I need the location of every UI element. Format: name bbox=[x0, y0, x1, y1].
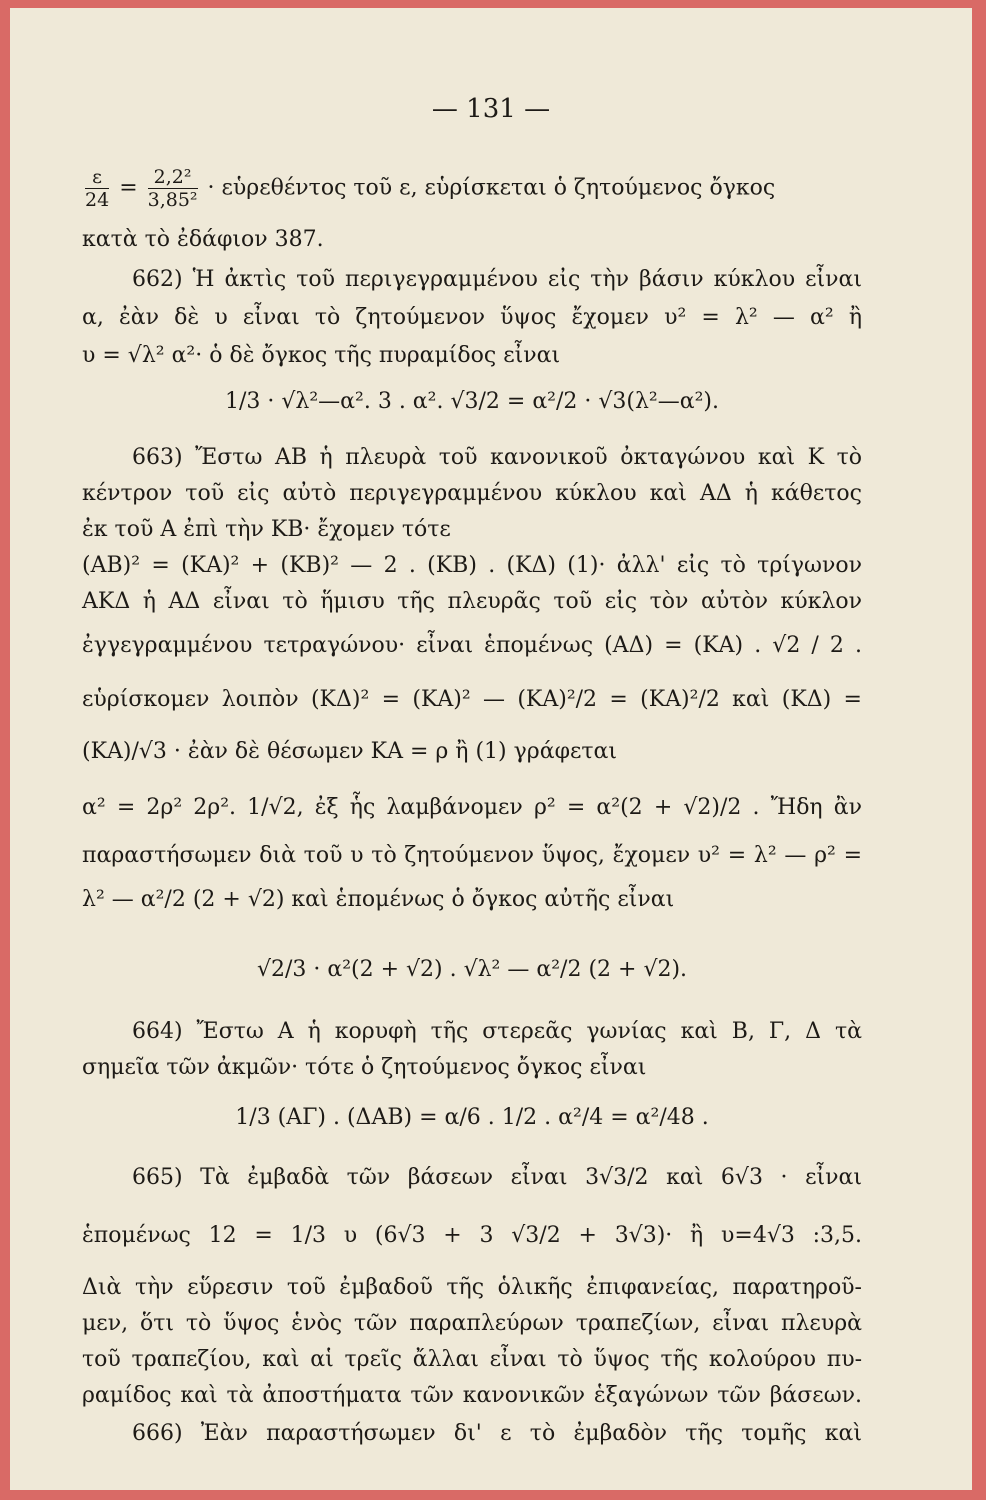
text-line-4: α, ἐὰν δὲ υ εἶναι τὸ ζητούμενον ὕψος ἔχομεν υ² = λ² — α² ἢ bbox=[82, 305, 862, 330]
text-line-5: υ = √λ² α²· ὁ δὲ ὄγκος τῆς πυραμίδος εἶναι bbox=[82, 343, 561, 368]
text-line-17: 664) Ἔστω Α ἡ κορυφὴ τῆς στερεᾶς γωνίας καὶ Β, Γ, Δ τὰ bbox=[132, 1019, 862, 1044]
text-line-1: $\frac{\varepsilon}{24}$ = $\frac{\text{2,2²}}{\text{3,85²}}$ · εὑρεθέντος τοῦ ε, εὑρίσκεται ὁ ζητούμενος ὄγκος bbox=[85, 166, 776, 211]
text-line-8: ἐκ τοῦ Α ἐπὶ τὴν ΚΒ· ἔχομεν τότε bbox=[82, 517, 451, 542]
text-line-16: λ² — α²/2 (2 + √2) καὶ ἑπομένως ὁ ὄγκος αὐτῆς εἶναι bbox=[82, 887, 675, 912]
text-line-10: ΑΚΔ ἡ ΑΔ εἶναι τὸ ἥμισυ τῆς πλευρᾶς τοῦ εἰς τὸν αὐτὸν κύκλον bbox=[82, 589, 862, 614]
text-line-14: α² = 2ρ² 2ρ². 1/√2, ἐξ ἧς λαμβάνομεν ρ² = α²(2 + √2)/2 . Ἤδη ἂν bbox=[82, 795, 862, 820]
text-line-11: ἐγγεγραμμένου τετραγώνου· εἶναι ἑπομένως (ΑΔ) = (ΚΑ) . √2 / 2 . bbox=[82, 633, 862, 658]
text-line-21: Διὰ τὴν εὕρεσιν τοῦ ἐμβαδοῦ τῆς ὁλικῆς ἐπιφανείας, παρατηροῦ- bbox=[82, 1275, 862, 1300]
text-line-9: (ΑΒ)² = (ΚΑ)² + (ΚΒ)² — 2 . (ΚΒ) . (ΚΔ) (1)· ἀλλ' εἰς τὸ τρίγωνον bbox=[82, 553, 862, 578]
text-line-15: παραστήσωμεν διὰ τοῦ υ τὸ ζητούμενον ὕψος, ἔχομεν υ² = λ² — ρ² = bbox=[82, 843, 862, 868]
text-line-3: 662) Ἡ ἀκτὶς τοῦ περιγεγραμμένου εἰς τὴν βάσιν κύκλου εἶναι bbox=[132, 267, 862, 292]
text-line-13: (ΚΑ)/√3 · ἐὰν δὲ θέσωμεν ΚΑ = ρ ἢ (1) γράφεται bbox=[82, 739, 618, 764]
text-line-20: ἑπομένως 12 = 1/3 υ (6√3 + 3 √3/2 + 3√3)· ἢ υ=4√3 :3,5. bbox=[82, 1223, 862, 1248]
page-number: — 131 — bbox=[431, 94, 551, 124]
text-line-18: σημεῖα τῶν ἀκμῶν· τότε ὁ ζητούμενος ὄγκος εἶναι bbox=[82, 1055, 647, 1080]
formula-line-1: 1/3 · √λ²—α². 3 . α². √3/2 = α²/2 · √3(λ²—α²). bbox=[225, 389, 719, 414]
text-line-24: ραμίδος καὶ τὰ ἀποστήματα τῶν κανονικῶν ἑξαγώνων τῶν βάσεων. bbox=[82, 1383, 862, 1408]
text-line-6: 663) Ἔστω ΑΒ ἡ πλευρὰ τοῦ κανονικοῦ ὀκταγώνου καὶ Κ τὸ bbox=[132, 445, 862, 470]
text-line-19: 665) Τὰ ἐμβαδὰ τῶν βάσεων εἶναι 3√3/2 καὶ 6√3 · εἶναι bbox=[132, 1165, 862, 1190]
text-line-12: εὑρίσκομεν λοιπὸν (ΚΔ)² = (ΚΑ)² — (ΚΑ)²/2 = (ΚΑ)²/2 καὶ (ΚΔ) = bbox=[82, 687, 862, 712]
book-page bbox=[10, 8, 972, 1490]
text-line-7: κέντρον τοῦ εἰς αὐτὸ περιγεγραμμένου κύκλου καὶ ΑΔ ἡ κάθετος bbox=[82, 481, 862, 506]
text-line-23: τοῦ τραπεζίου, καὶ αἱ τρεῖς ἄλλαι εἶναι τὸ ὕψος τῆς κολούρου πυ- bbox=[82, 1347, 862, 1372]
formula-line-3: 1/3 (ΑΓ) . (ΔΑΒ) = α/6 . 1/2 . α²/4 = α²/48 . bbox=[235, 1105, 709, 1130]
text-line-2: κατὰ τὸ ἐδάφιον 387. bbox=[82, 227, 324, 252]
formula-line-2: √2/3 · α²(2 + √2) . √λ² — α²/2 (2 + √2). bbox=[256, 957, 688, 982]
text-line-25: 666) Ἐὰν παραστήσωμεν δι' ε τὸ ἐμβαδὸν τῆς τομῆς καὶ bbox=[132, 1421, 862, 1446]
text-line-22: μεν, ὅτι τὸ ὕψος ἑνὸς τῶν παραπλεύρων τραπεζίων, εἶναι πλευρὰ bbox=[82, 1311, 862, 1336]
